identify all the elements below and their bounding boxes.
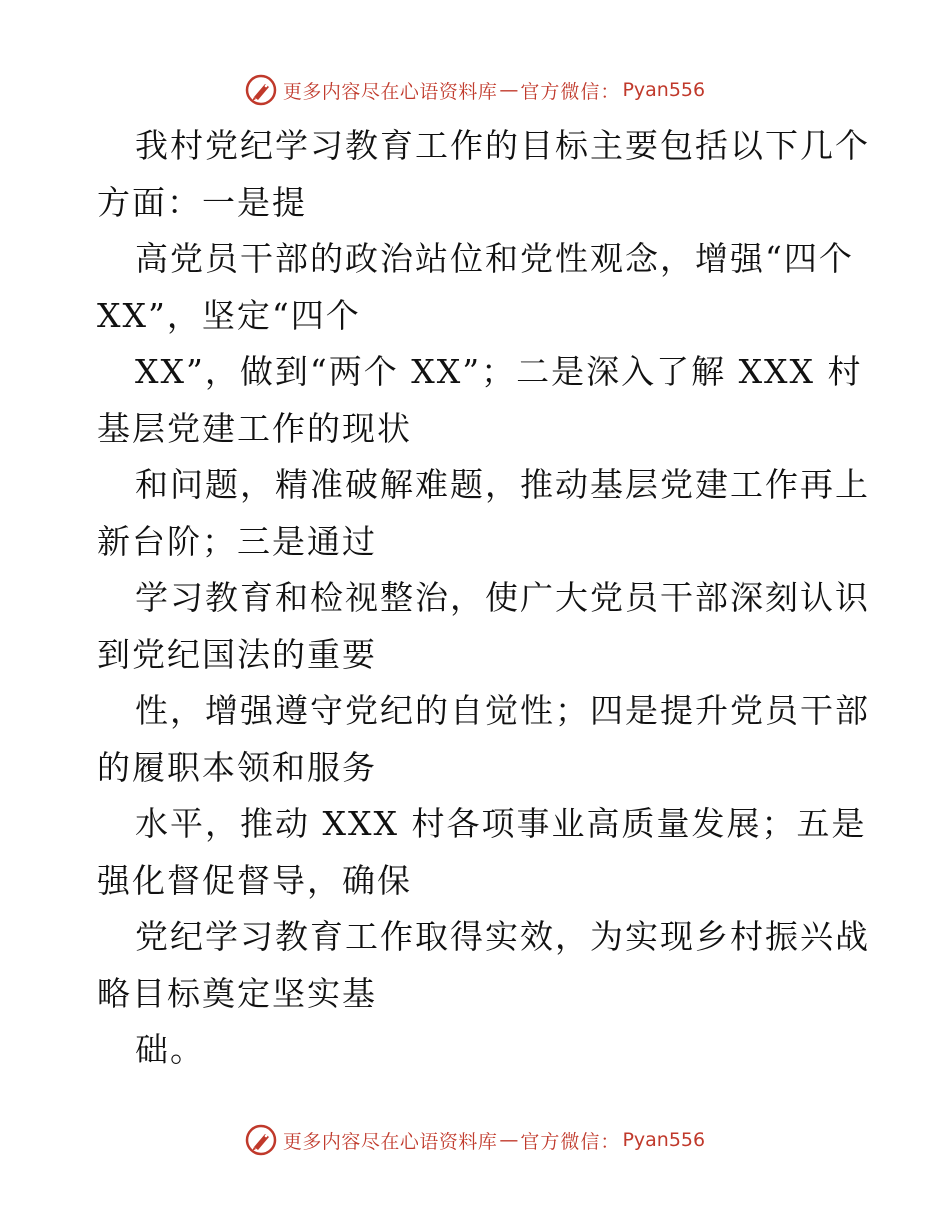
body-line: XX”，坚定“四个	[97, 295, 361, 335]
banner-wechat-id: Pyan556	[622, 1129, 706, 1151]
body-line: 新台阶；三是通过	[97, 521, 377, 561]
body-line: XX”，做到“两个 XX”；二是深入了解 XXX 村	[135, 352, 863, 391]
document-body	[97, 118, 870, 1079]
body-line: 强化督促督导，确保	[97, 860, 412, 900]
banner-site-name: 更多内容尽在心语资料库	[282, 1130, 498, 1153]
body-line: 高党员干部的政治站位和党性观念，增强“四个	[135, 239, 854, 278]
body-line: 学习教育和检视整治，使广大党员干部深刻认识	[135, 578, 870, 617]
body-line: 略目标奠定坚实基	[97, 973, 377, 1013]
banner-wechat-id: Pyan556	[622, 79, 706, 101]
fountain-pen-logo-icon	[245, 74, 277, 106]
banner-wechat-label: 官方微信：	[520, 1130, 621, 1153]
banner-dash: —	[499, 79, 519, 101]
body-line: 我村党纪学习教育工作的目标主要包括以下几个	[135, 126, 870, 165]
body-line: 基层党建工作的现状	[97, 408, 412, 448]
body-line: 础。	[135, 1030, 205, 1069]
header-banner	[0, 70, 950, 110]
body-line: 方面：一是提	[97, 182, 307, 222]
fountain-pen-logo-icon	[245, 1124, 277, 1156]
body-line: 到党纪国法的重要	[97, 634, 377, 674]
footer-banner	[0, 1120, 950, 1160]
banner-site-name: 更多内容尽在心语资料库	[282, 80, 498, 103]
body-line: 性，增强遵守党纪的自觉性；四是提升党员干部	[135, 691, 870, 730]
body-line: 和问题，精准破解难题，推动基层党建工作再上	[135, 465, 870, 504]
body-line: 水平，推动 XXX 村各项事业高质量发展；五是	[135, 804, 867, 843]
body-line: 的履职本领和服务	[97, 747, 377, 787]
body-line: 党纪学习教育工作取得实效，为实现乡村振兴战	[135, 917, 870, 956]
banner-wechat-label: 官方微信：	[520, 80, 621, 103]
banner-dash: —	[499, 1129, 519, 1151]
